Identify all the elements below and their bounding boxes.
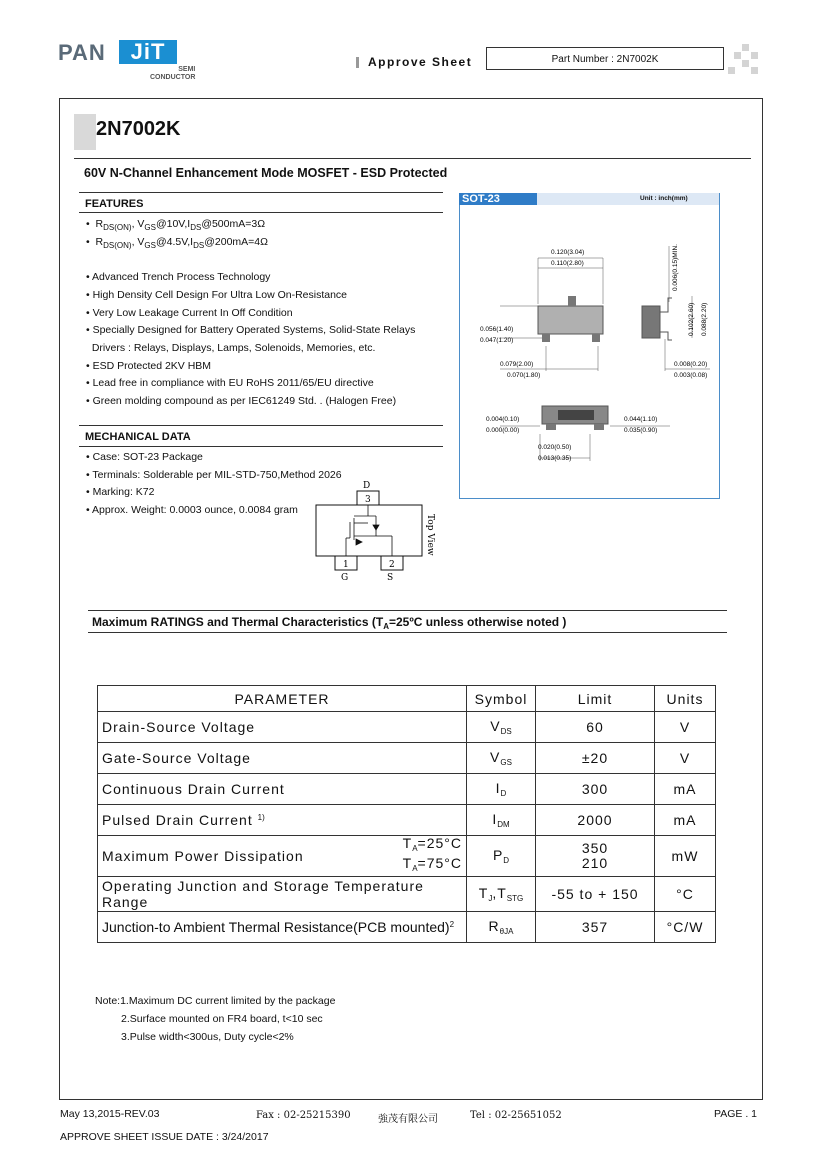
param-cell: Pulsed Drain Current $^{1)}$ [98, 805, 467, 836]
ratings-rule-top [88, 610, 727, 611]
approve-sheet-label: Approve Sheet [368, 55, 473, 69]
title-rule [74, 158, 751, 159]
dim-thickness-max: 0.008(0.20) [674, 361, 708, 368]
mechanical-heading: MECHANICAL DATA [85, 431, 191, 443]
param-cell: Maximum Power Dissipation $T_A=25^\circ C$ $T_A=75^\circ C$ [98, 836, 467, 877]
page-subtitle: 60V N-Channel Enhancement Mode MOSFET - ESD Protected [84, 166, 448, 180]
feature-item: • Lead free in compliance with EU RoHS 2011/65/EU directive [86, 377, 374, 389]
ratings-title: Maximum RATINGS and Thermal Characteristics ($T_A=25ºC$ unless otherwise noted ) [92, 615, 567, 631]
ratings-rule-bottom [88, 632, 727, 633]
package-unit: Unit : inch(mm) [640, 195, 688, 202]
pin-d-label: D [363, 481, 371, 491]
ratings-table [97, 685, 716, 943]
footer-issue-date: APPROVE SHEET ISSUE DATE : 3/24/2017 [60, 1131, 269, 1143]
unit-cell: mA [655, 774, 716, 805]
top-view-diagram [310, 478, 450, 586]
part-number-box: Part Number : 2N7002K [486, 47, 724, 70]
logo-sub-conductor: CONDUCTOR [150, 74, 196, 81]
header-limit: Limit [536, 686, 655, 712]
unit-cell: mA [655, 805, 716, 836]
mechanical-item: • Approx. Weight: 0.0003 ounce, 0.0084 gram [86, 504, 298, 516]
dim-height-min: 0.047(1.20) [480, 337, 514, 344]
unit-cell: mW [655, 836, 716, 877]
pin-s-label: S [387, 573, 394, 583]
header-parameter: PARAMETER [98, 686, 467, 712]
limit-cell: 300 [536, 774, 655, 805]
mechanical-item: • Case: SOT-23 Package [86, 451, 203, 463]
dim-standoff-min: 0.000(0.00) [486, 427, 520, 434]
table-row [98, 712, 716, 743]
table-row [98, 877, 716, 912]
header-symbol: Symbol [467, 686, 536, 712]
limit-cell: -55 to + 150 [536, 877, 655, 912]
feature-rds-1: • $R_{DS(ON)}$, $V_{GS}@10V,I_{DS}@500mA=3\Omega$ [86, 218, 266, 232]
title-shade [74, 114, 96, 150]
symbol-cell: $P_D$ [467, 836, 536, 877]
dim-width-max: 0.120(3.04) [551, 249, 585, 256]
footer-date-rev: May 13,2015-REV.03 [60, 1108, 160, 1120]
package-body [316, 505, 422, 556]
symbol-cell: $V_{GS}$ [467, 743, 536, 774]
dim-width-min: 0.110(2.80) [551, 260, 584, 267]
symbol-cell: $I_D$ [467, 774, 536, 805]
header-units: Units [655, 686, 716, 712]
symbol-cell: $I_{DM}$ [467, 805, 536, 836]
pin-g-label: G [341, 573, 349, 583]
dim-total-height-min: 0.035(0.90) [624, 427, 658, 434]
limit-cell: 357 [536, 912, 655, 943]
feature-item: • ESD Protected 2KV HBM [86, 360, 212, 372]
footer-page: PAGE . 1 [714, 1108, 757, 1120]
feature-item: • Very Low Leakage Current In Off Condition [86, 307, 293, 319]
table-row [98, 743, 716, 774]
dim-height-max: 0.056(1.40) [480, 326, 514, 333]
mechanical-item: • Terminals: Solderable per MIL-STD-750,Method 2026 [86, 469, 342, 481]
limit-cell: 2000 [536, 805, 655, 836]
logo-subtitle [150, 66, 195, 82]
logo-pan: PAN [58, 40, 106, 65]
symbol-cell: $V_{DS}$ [467, 712, 536, 743]
table-row [98, 774, 716, 805]
param-cell: Operating Junction and Storage Temperature Range [98, 877, 467, 912]
note-3: 3.Pulse width<300us, Duty cycle<2% [121, 1031, 294, 1043]
symbol-cell: $T_J,T_{STG}$ [467, 877, 536, 912]
table-row [98, 836, 716, 877]
table-row [98, 805, 716, 836]
footer-company: 強茂有限公司 [378, 1114, 438, 1125]
note-1: Note:1.Maximum DC current limited by the package [95, 995, 336, 1007]
logo-jit: JiT [119, 40, 177, 64]
note-2: 2.Surface mounted on FR4 board, t<10 sec [121, 1013, 323, 1025]
features-heading: FEATURES [85, 198, 144, 210]
features-rule-bottom [79, 212, 443, 213]
mechanical-rule-bottom [79, 446, 443, 447]
dim-body-min: 0.102(2.60) [688, 302, 695, 336]
unit-cell: V [655, 743, 716, 774]
footer-fax: Fax : 02-25215390 [256, 1110, 351, 1121]
approve-marker [356, 57, 359, 68]
feature-item: • Specially Designed for Battery Operated Systems, Solid-State Relays [86, 324, 416, 336]
param-cell: Junction-to Ambient Thermal Resistance(PCB mounted)$^2$ [98, 912, 467, 943]
limit-cell: ±20 [536, 743, 655, 774]
symbol-cell: $R_{\theta JA}$ [467, 912, 536, 943]
package-tag: SOT-23 [459, 193, 537, 205]
feature-item: Drivers : Relays, Displays, Lamps, Solenoids, Memories, etc. [86, 342, 376, 354]
mechanical-item: • Marking: K72 [86, 486, 155, 498]
dim-total-height-max: 0.044(1.10) [624, 416, 658, 423]
table-row [98, 912, 716, 943]
table-header-row [98, 686, 716, 712]
sot23-front [542, 406, 608, 430]
logo-sub-semi: SEMI [178, 66, 196, 73]
dim-pitch-min: 0.070(1.80) [507, 372, 541, 379]
dim-lead-width-min: 0.013(0.35) [538, 455, 572, 462]
limit-cell: 350 210 [536, 836, 655, 877]
dim-lead-width-max: 0.020(0.50) [538, 444, 572, 451]
param-cell: Drain-Source Voltage [98, 712, 467, 743]
limit-cell: 60 [536, 712, 655, 743]
page-title: 2N7002K [96, 118, 181, 140]
top-view-label: Top View [425, 514, 435, 556]
features-rule-top [79, 192, 443, 193]
dim-lead-min: 0.006(0.15)MIN. [672, 244, 679, 291]
dim-thickness-min: 0.003(0.08) [674, 372, 708, 379]
pin2-label: 2 [389, 560, 395, 570]
pin3-label: 3 [365, 495, 371, 505]
param-cell: Gate-Source Voltage [98, 743, 467, 774]
dim-body-max: 0.088(2.20) [701, 302, 708, 336]
feature-item: • Green molding compound as per IEC61249 Std. . (Halogen Free) [86, 395, 397, 407]
sot23-side [642, 298, 672, 340]
mechanical-rule-top [79, 425, 443, 426]
unit-cell: V [655, 712, 716, 743]
unit-cell: °C [655, 877, 716, 912]
feature-rds-2: • $R_{DS(ON)}$, $V_{GS}@4.5V,I_{DS}@200mA=4\Omega$ [86, 236, 268, 250]
unit-cell: °C/W [655, 912, 716, 943]
footer-tel: Tel : 02-25651052 [470, 1110, 562, 1121]
dim-standoff-max: 0.004(0.10) [486, 416, 520, 423]
dim-pitch-max: 0.079(2.00) [500, 361, 534, 368]
pin1-label: 1 [343, 560, 349, 570]
feature-item: • Advanced Trench Process Technology [86, 271, 271, 283]
package-dimension-drawing [460, 206, 718, 496]
sot23-body [538, 296, 603, 342]
feature-item: • High Density Cell Design For Ultra Low On-Resistance [86, 289, 348, 301]
param-cell: Continuous Drain Current [98, 774, 467, 805]
